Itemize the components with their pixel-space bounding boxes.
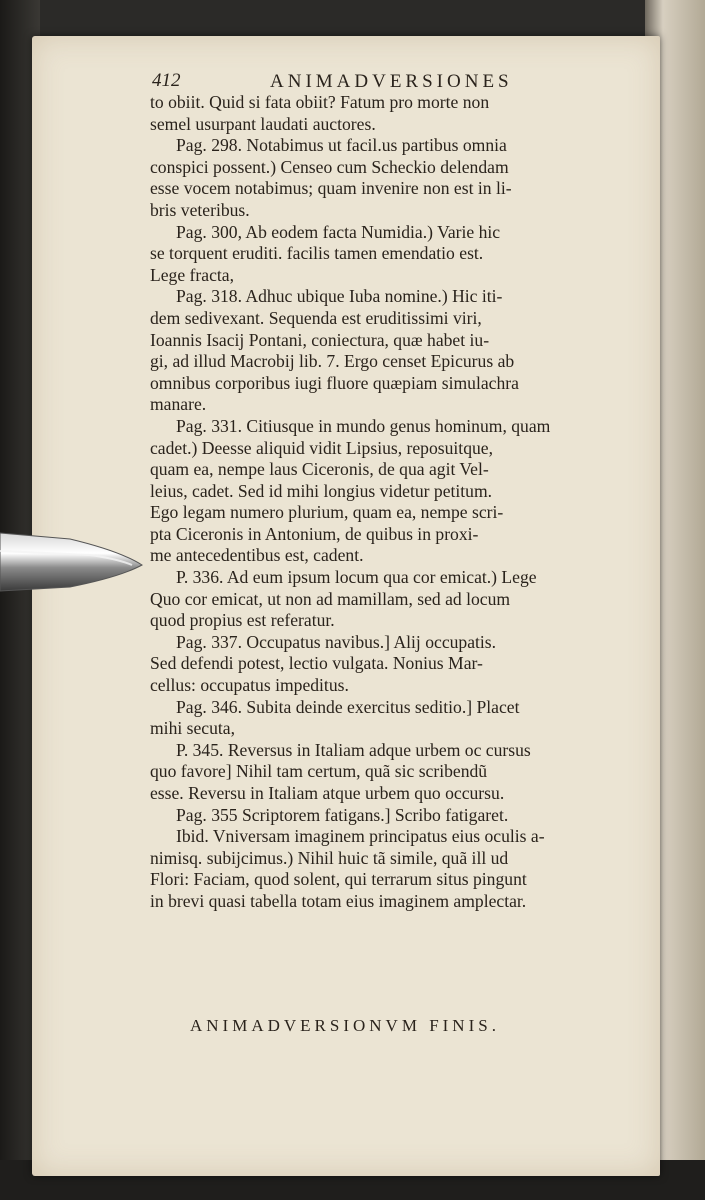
- text-line: Pag. 337. Occupatus navibus.] Alij occupatis.: [176, 631, 497, 652]
- text-line: Sed defendi potest, lectio vulgata. Nonius Mar-: [150, 653, 483, 674]
- text-line: Pag. 355 Scriptorem fatigans.] Scribo fatigaret.: [176, 804, 509, 825]
- text-line: quam ea, nempe laus Ciceronis, de qua agit Vel-: [150, 459, 489, 480]
- text-line: se torquent eruditi. facilis tamen emendatio est.: [150, 243, 484, 264]
- text-line: Pag. 318. Adhuc ubique Iuba nomine.) Hic iti-: [176, 286, 503, 307]
- text-line: pta Ciceronis in Antonium, de quibus in proxi-: [150, 523, 479, 544]
- text-line: P. 345. Reversus in Italiam adque urbem oc cursus: [176, 739, 531, 760]
- text-line: mihi secuta,: [150, 718, 236, 739]
- text-block: [150, 70, 640, 913]
- text-line: manare.: [150, 394, 207, 415]
- text-line: leius, cadet. Sed id mihi longius videtur petitum.: [150, 480, 493, 501]
- text-line: Quo cor emicat, ut non ad mamillam, sed ad locum: [150, 588, 511, 609]
- text-line: bris veteribus.: [150, 199, 250, 220]
- text-line: Pag. 346. Subita deinde exercitus seditio.] Placet: [176, 696, 520, 717]
- text-line: cadet.) Deesse aliquid vidit Lipsius, reposuitque,: [150, 437, 494, 458]
- text-line: semel usurpant laudati auctores.: [150, 113, 376, 134]
- text-line: cellus: occupatus impeditus.: [150, 675, 349, 696]
- text-line: quod propius est referatur.: [150, 610, 335, 631]
- text-line: gi, ad illud Macrobij lib. 7. Ergo censet Epicurus ab: [150, 351, 515, 372]
- text-line: Ego legam numero plurium, quam ea, nempe scri-: [150, 502, 504, 523]
- text-line: nimisq. subijcimus.) Nihil huic tã simile, quã ill ud: [150, 847, 509, 868]
- text-line: Ioannis Isacij Pontani, coniectura, quæ habet iu-: [150, 329, 490, 350]
- text-line: in brevi quasi tabella totam eius imaginem amplectar.: [150, 890, 527, 911]
- finis-line: ANIMADVERSIONVM FINIS.: [190, 1016, 500, 1035]
- text-line: omnibus corporibus iugi fluore quæpiam simulachra: [150, 372, 519, 393]
- text-line: esse. Reversu in Italiam atque urbem quo occursu.: [150, 783, 505, 803]
- text-line: Lege fracta,: [150, 264, 234, 285]
- running-title: ANIMADVERSIONES: [270, 71, 513, 92]
- page-number: 412: [152, 70, 181, 91]
- text-line: dem sedivexant. Sequenda est eruditissimi viri,: [150, 307, 482, 328]
- text-line: Pag. 300, Ab eodem facta Numidia.) Varie hic: [176, 221, 501, 242]
- text-line: to obiit. Quid si fata obiit? Fatum pro morte non: [150, 92, 490, 112]
- text-line: Pag. 331. Citiusque in mundo genus hominum, quam: [176, 415, 551, 436]
- text-line: P. 336. Ad eum ipsum locum qua cor emicat.) Lege: [176, 567, 537, 588]
- text-line: Ibid. Vniversam imaginem principatus eius oculis a-: [176, 826, 545, 847]
- text-line: Flori: Faciam, quod solent, qui terrarum situs pingunt: [150, 869, 527, 890]
- text-line: conspici possent.) Censeo cum Scheckio delendam: [150, 156, 509, 177]
- text-line: quo favore] Nihil tam certum, quã sic scribendũ: [150, 761, 488, 782]
- text-line: esse vocem notabimus; quam invenire non est in li-: [150, 178, 512, 199]
- text-line: me antecedentibus est, cadent.: [150, 545, 364, 566]
- text-line: Pag. 298. Notabimus ut facil.us partibus omnia: [176, 135, 507, 156]
- bookmark-pointer-icon: [0, 525, 150, 595]
- running-head: [150, 70, 640, 94]
